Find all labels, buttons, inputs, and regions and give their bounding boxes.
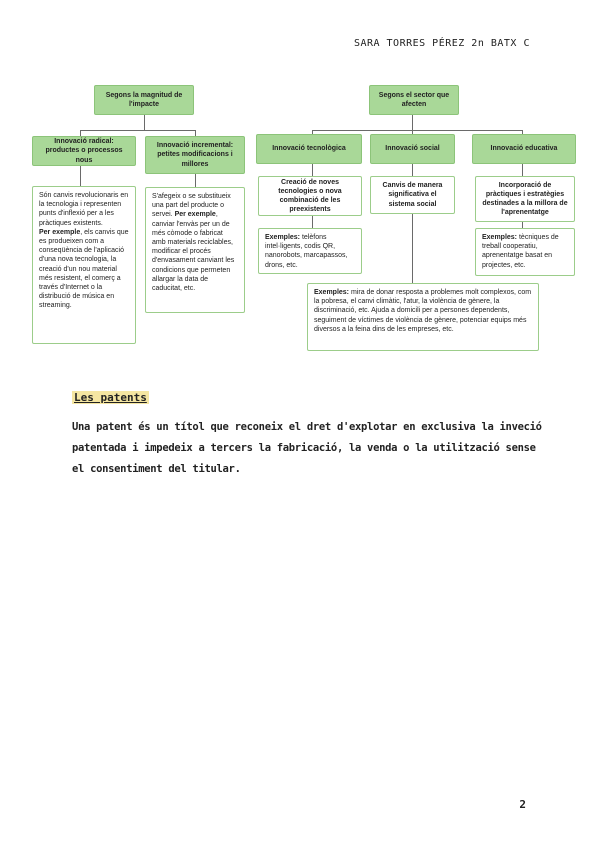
social-examples: Exemples: mira de donar resposta a problemes molt complexos, com la pobresa, el canvi climàtic, l'atur, la violència de gènere, la discriminació, etc. Ajuda a domicili per a persones dependents, seguiment de víctimes de violència de gènere, potenciar equips més diversos a la feina dins de les empreses, etc. (307, 283, 539, 351)
connector (80, 164, 81, 186)
educativa-examples: Exemples: tècniques de treball cooperatiu, aprenentatge basat en projectes, etc. (475, 228, 575, 276)
tecnologica-title: Innovació tecnològica (256, 134, 362, 164)
incremental-title: Innovació incremental: petites modificacions i millores (145, 136, 245, 174)
tecnologica-examples: Exemples: telèfons intel·ligents, codis QR, nanorobots, marcapassos, drons, etc. (258, 228, 362, 274)
connector (144, 114, 145, 130)
incremental-description: S'afegeix o se substitueix una part del producte o servei. Per exemple, canviar l'envàs per un de més còmode o fabricat amb materials reciclables, modificar el procés d'envasament canviant les condicions que permeten allargar la data de caducitat, etc. (145, 187, 245, 313)
root-sector: Segons el sector que afecten (369, 85, 459, 115)
connector (312, 130, 522, 131)
tecnologica-description: Creació de noves tecnologies o nova combinació de les preexistents (258, 176, 362, 216)
connector (412, 114, 413, 130)
root-magnitude: Segons la magnitud de l'impacte (94, 85, 194, 115)
radical-title: Innovació radical: productes o processos nous (32, 136, 136, 166)
page-number: 2 (519, 798, 526, 811)
educativa-description: Incorporació de pràctiques i estratègies destinades a la millora de l'aprenentatge (475, 176, 575, 222)
section-paragraph: Una patent és un títol que reconeix el dret d'explotar en exclusiva la inveció patentada i impedeix a tercers la fabricació, la venda o la utilització sense el consentiment del titular. (72, 421, 542, 475)
connector (80, 130, 195, 131)
educativa-title: Innovació educativa (472, 134, 576, 164)
social-description: Canvis de manera significativa el sistema social (370, 176, 455, 214)
connector (412, 214, 413, 284)
connector (195, 173, 196, 187)
section-heading: Les patents (74, 391, 147, 404)
connector (412, 164, 413, 176)
connector (312, 214, 313, 228)
connector (312, 164, 313, 176)
social-title: Innovació social (370, 134, 455, 164)
author-name: SARA TORRES PÉREZ 2n BATX C (353, 38, 530, 49)
radical-description: Són canvis revolucionaris en la tecnologia i representen punts d'inflexió per a les pràctiques existents. Per exemple, els canvis que es produeixen com a conseqüència de l'aplicació d'una nova tecnologia, la creació d'un nou material més resistent, el comerç a través d'Internet o la distribució de música en streaming. (32, 186, 136, 344)
connector (522, 164, 523, 176)
